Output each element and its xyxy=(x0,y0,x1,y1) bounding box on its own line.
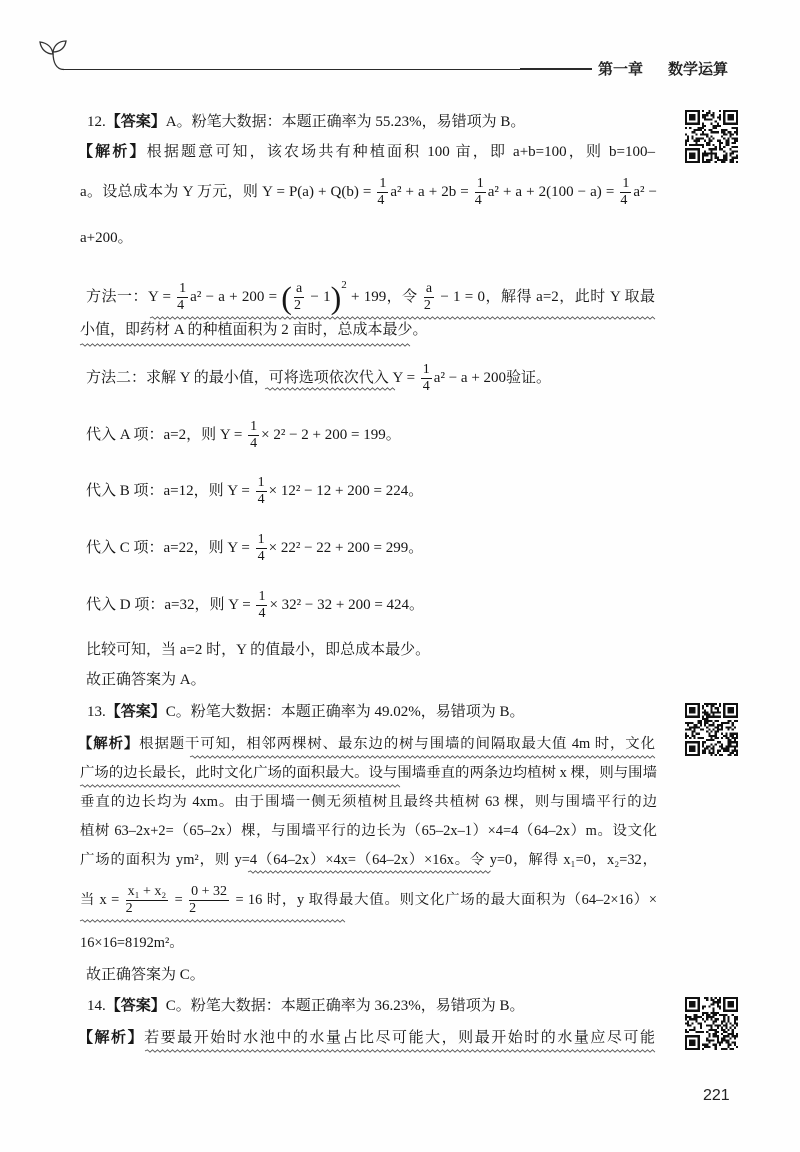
page-number: 221 xyxy=(703,1087,730,1104)
fraction-denominator: 4 xyxy=(250,436,258,452)
formula-text: − 1 xyxy=(306,289,331,305)
fraction-denominator: 4 xyxy=(177,298,185,314)
analysis-text: 根据题干可知，相邻两棵树、最东边的树与围墙的间隔取最大值 4m 时，文化 xyxy=(139,736,655,752)
paren-open: ( xyxy=(281,279,292,316)
q13-conclusion: 故正确答案为 C。 xyxy=(86,967,205,983)
formula-text: a² − a + 200 = xyxy=(190,289,282,305)
substitution-label: 代入 A 项：a=2，则 xyxy=(86,427,220,443)
formula-text: a+200。 xyxy=(80,230,133,246)
fraction xyxy=(248,419,259,452)
method-text: 求解 Y 的最小值，可将选项依次代入 xyxy=(146,370,393,386)
fraction-numerator: a xyxy=(424,281,434,298)
formula-text: a² − a + 200 xyxy=(433,370,507,386)
analysis-tag: 【解析】 xyxy=(78,736,140,752)
formula-text: Y = xyxy=(219,427,247,443)
method-text: 小值，即药材 A 的种植面积为 2 亩时，总成本最少。 xyxy=(80,322,428,338)
fraction-numerator: 1 xyxy=(256,532,267,549)
q12-method2-line xyxy=(86,358,551,398)
fraction-denominator: 4 xyxy=(474,193,482,209)
fraction-denominator: 4 xyxy=(258,606,266,622)
analysis-text: 根据题意可知，该农场共有种植面积 100 亩，即 a+b=100，则 b=100– xyxy=(146,144,655,160)
qr-code xyxy=(685,110,738,163)
answer-tag: 【答案】 xyxy=(105,998,166,1014)
fraction-denominator: 4 xyxy=(422,379,430,395)
fraction xyxy=(189,884,229,917)
fraction-numerator: 1 xyxy=(177,281,188,298)
fraction-numerator: 0 + 32 xyxy=(189,884,229,901)
fraction-denominator: 4 xyxy=(620,193,628,209)
fraction-denominator: 2 xyxy=(423,298,431,314)
analysis-text: 植树 63–2x+2=（65–2x）棵，与围墙平行的边长为（65–2x–1）×4=4（64–2x）m。设文化 xyxy=(80,823,657,839)
analysis-tag: 【解析】 xyxy=(78,144,147,160)
formula-text: 当 x = xyxy=(80,892,124,908)
analysis-text: 垂直的边长均为 4xm。由于围墙一侧无须植树且最终共植树 63 棵，则与围墙平行的边 xyxy=(80,794,657,810)
answer-text: A。粉笔大数据：本题正确率为 55.23%，易错项为 B。 xyxy=(165,114,526,130)
chapter-label: 第一章 xyxy=(598,60,644,78)
formula-text: − 1 = 0，解得 a=2，此时 Y 取最 xyxy=(436,289,655,305)
fraction-denominator: 4 xyxy=(257,492,265,508)
fraction-numerator: 1 xyxy=(620,176,631,193)
substitution-label: 代入 D 项：a=32，则 xyxy=(86,597,229,613)
formula-text: a。设总成本为 Y 万元，则 Y = P(a) + Q(b) = xyxy=(80,184,376,200)
formula-text: Y = xyxy=(227,540,254,556)
fraction-numerator: 1 xyxy=(475,176,486,193)
q12-analysis-end-line xyxy=(80,218,133,258)
formula-text: Y = xyxy=(147,289,176,305)
q12-method1-line xyxy=(86,265,655,316)
substitution-line xyxy=(86,585,424,625)
fraction xyxy=(421,362,432,395)
answer-tag: 【答案】 xyxy=(105,704,166,720)
fraction-numerator: x₁ + x₂ xyxy=(126,884,169,901)
q12-analysis-line xyxy=(78,132,655,172)
formula-text: = xyxy=(170,892,188,908)
fraction-numerator: a xyxy=(294,281,304,298)
answer-tag: 【答案】 xyxy=(105,114,166,130)
q12-cost-formula-line xyxy=(80,172,657,212)
fraction-denominator: 2 xyxy=(293,298,301,314)
question-number: 13. xyxy=(87,704,106,720)
fraction-numerator: 1 xyxy=(256,475,267,492)
analysis-text: 广场的面积为 ym²，则 y=4（64–2x）×4x=（64–2x）×16x。令 y=0，解得 x₁=0，x₂=32， xyxy=(80,852,657,868)
fraction xyxy=(256,532,267,565)
fraction xyxy=(377,176,388,209)
formula-text: × 32² − 32 + 200 = 424。 xyxy=(269,597,425,613)
fraction xyxy=(126,884,169,917)
formula-text: × 12² − 12 + 200 = 224。 xyxy=(268,483,424,499)
wavy-underline xyxy=(80,920,345,922)
formula-text: a² + a + 2(100 − a) = xyxy=(487,184,619,200)
substitution-label: 代入 C 项：a=22，则 xyxy=(86,540,228,556)
formula-text: a² + a + 2b = xyxy=(390,184,473,200)
q13-vertex-line xyxy=(80,880,657,920)
method-label: 方法二： xyxy=(86,370,147,386)
substitution-line xyxy=(86,415,401,455)
q13-result-line: 16×16=8192m²。 xyxy=(80,935,184,951)
formula-text: = 16 时，y 取得最大值。则文化广场的最大面积为（64–2×16）× xyxy=(231,892,657,908)
section-title: 数学运算 xyxy=(668,60,729,78)
q12-conclusion: 故正确答案为 A。 xyxy=(86,672,206,688)
fraction-numerator: 1 xyxy=(377,176,388,193)
method-label: 方法一： xyxy=(86,289,148,305)
formula-text: Y = xyxy=(227,483,254,499)
fraction-denominator: 4 xyxy=(257,549,265,565)
fraction-numerator: 1 xyxy=(256,589,267,606)
formula-text: + 199，令 xyxy=(346,289,422,305)
q12-comparison: 比较可知，当 a=2 时，Y 的值最小，即总成本最少。 xyxy=(86,642,431,658)
header-rule-accent xyxy=(520,68,592,70)
analysis-text: 广场的边长最长，此时文化广场的面积最大。设与围墙垂直的两条边均植树 x 棵，则与围墙 xyxy=(80,765,657,781)
q13-analysis-line xyxy=(80,840,657,880)
header-rule xyxy=(62,69,592,70)
formula-text: Y = xyxy=(228,597,255,613)
qr-code xyxy=(685,997,738,1050)
analysis-tag: 【解析】 xyxy=(78,1030,145,1046)
substitution-line xyxy=(86,471,423,511)
fraction-numerator: 1 xyxy=(248,419,259,436)
q14-analysis-line xyxy=(78,1018,655,1058)
fraction xyxy=(475,176,486,209)
formula-text: Y = xyxy=(392,370,419,386)
fraction xyxy=(256,475,267,508)
fraction-numerator: 1 xyxy=(421,362,432,379)
q12-method1-conclusion xyxy=(80,310,428,350)
fraction-denominator: 2 xyxy=(125,901,133,917)
analysis-text: 若要最开始时水池中的水量占比尽可能大，则最开始时的水量应尽可能 xyxy=(144,1030,655,1046)
paren-close: ) xyxy=(330,279,342,316)
fraction-denominator: 4 xyxy=(377,193,385,209)
exponent: 2 xyxy=(341,279,347,291)
answer-text: C。粉笔大数据：本题正确率为 49.02%，易错项为 B。 xyxy=(165,704,525,720)
fraction xyxy=(256,589,267,622)
substitution-line xyxy=(86,528,423,568)
answer-text: C。粉笔大数据：本题正确率为 36.23%，易错项为 B。 xyxy=(165,998,525,1014)
qr-code xyxy=(685,703,738,756)
question-number: 14. xyxy=(87,998,106,1014)
substitution-label: 代入 B 项：a=12，则 xyxy=(86,483,228,499)
formula-text: a² − xyxy=(633,184,657,200)
formula-text: × 22² − 22 + 200 = 299。 xyxy=(268,540,424,556)
fraction xyxy=(620,176,631,209)
formula-text: × 2² − 2 + 200 = 199。 xyxy=(261,427,401,443)
fraction-denominator: 2 xyxy=(189,901,197,917)
question-number: 12. xyxy=(87,114,106,130)
method-text: 验证。 xyxy=(506,370,552,386)
